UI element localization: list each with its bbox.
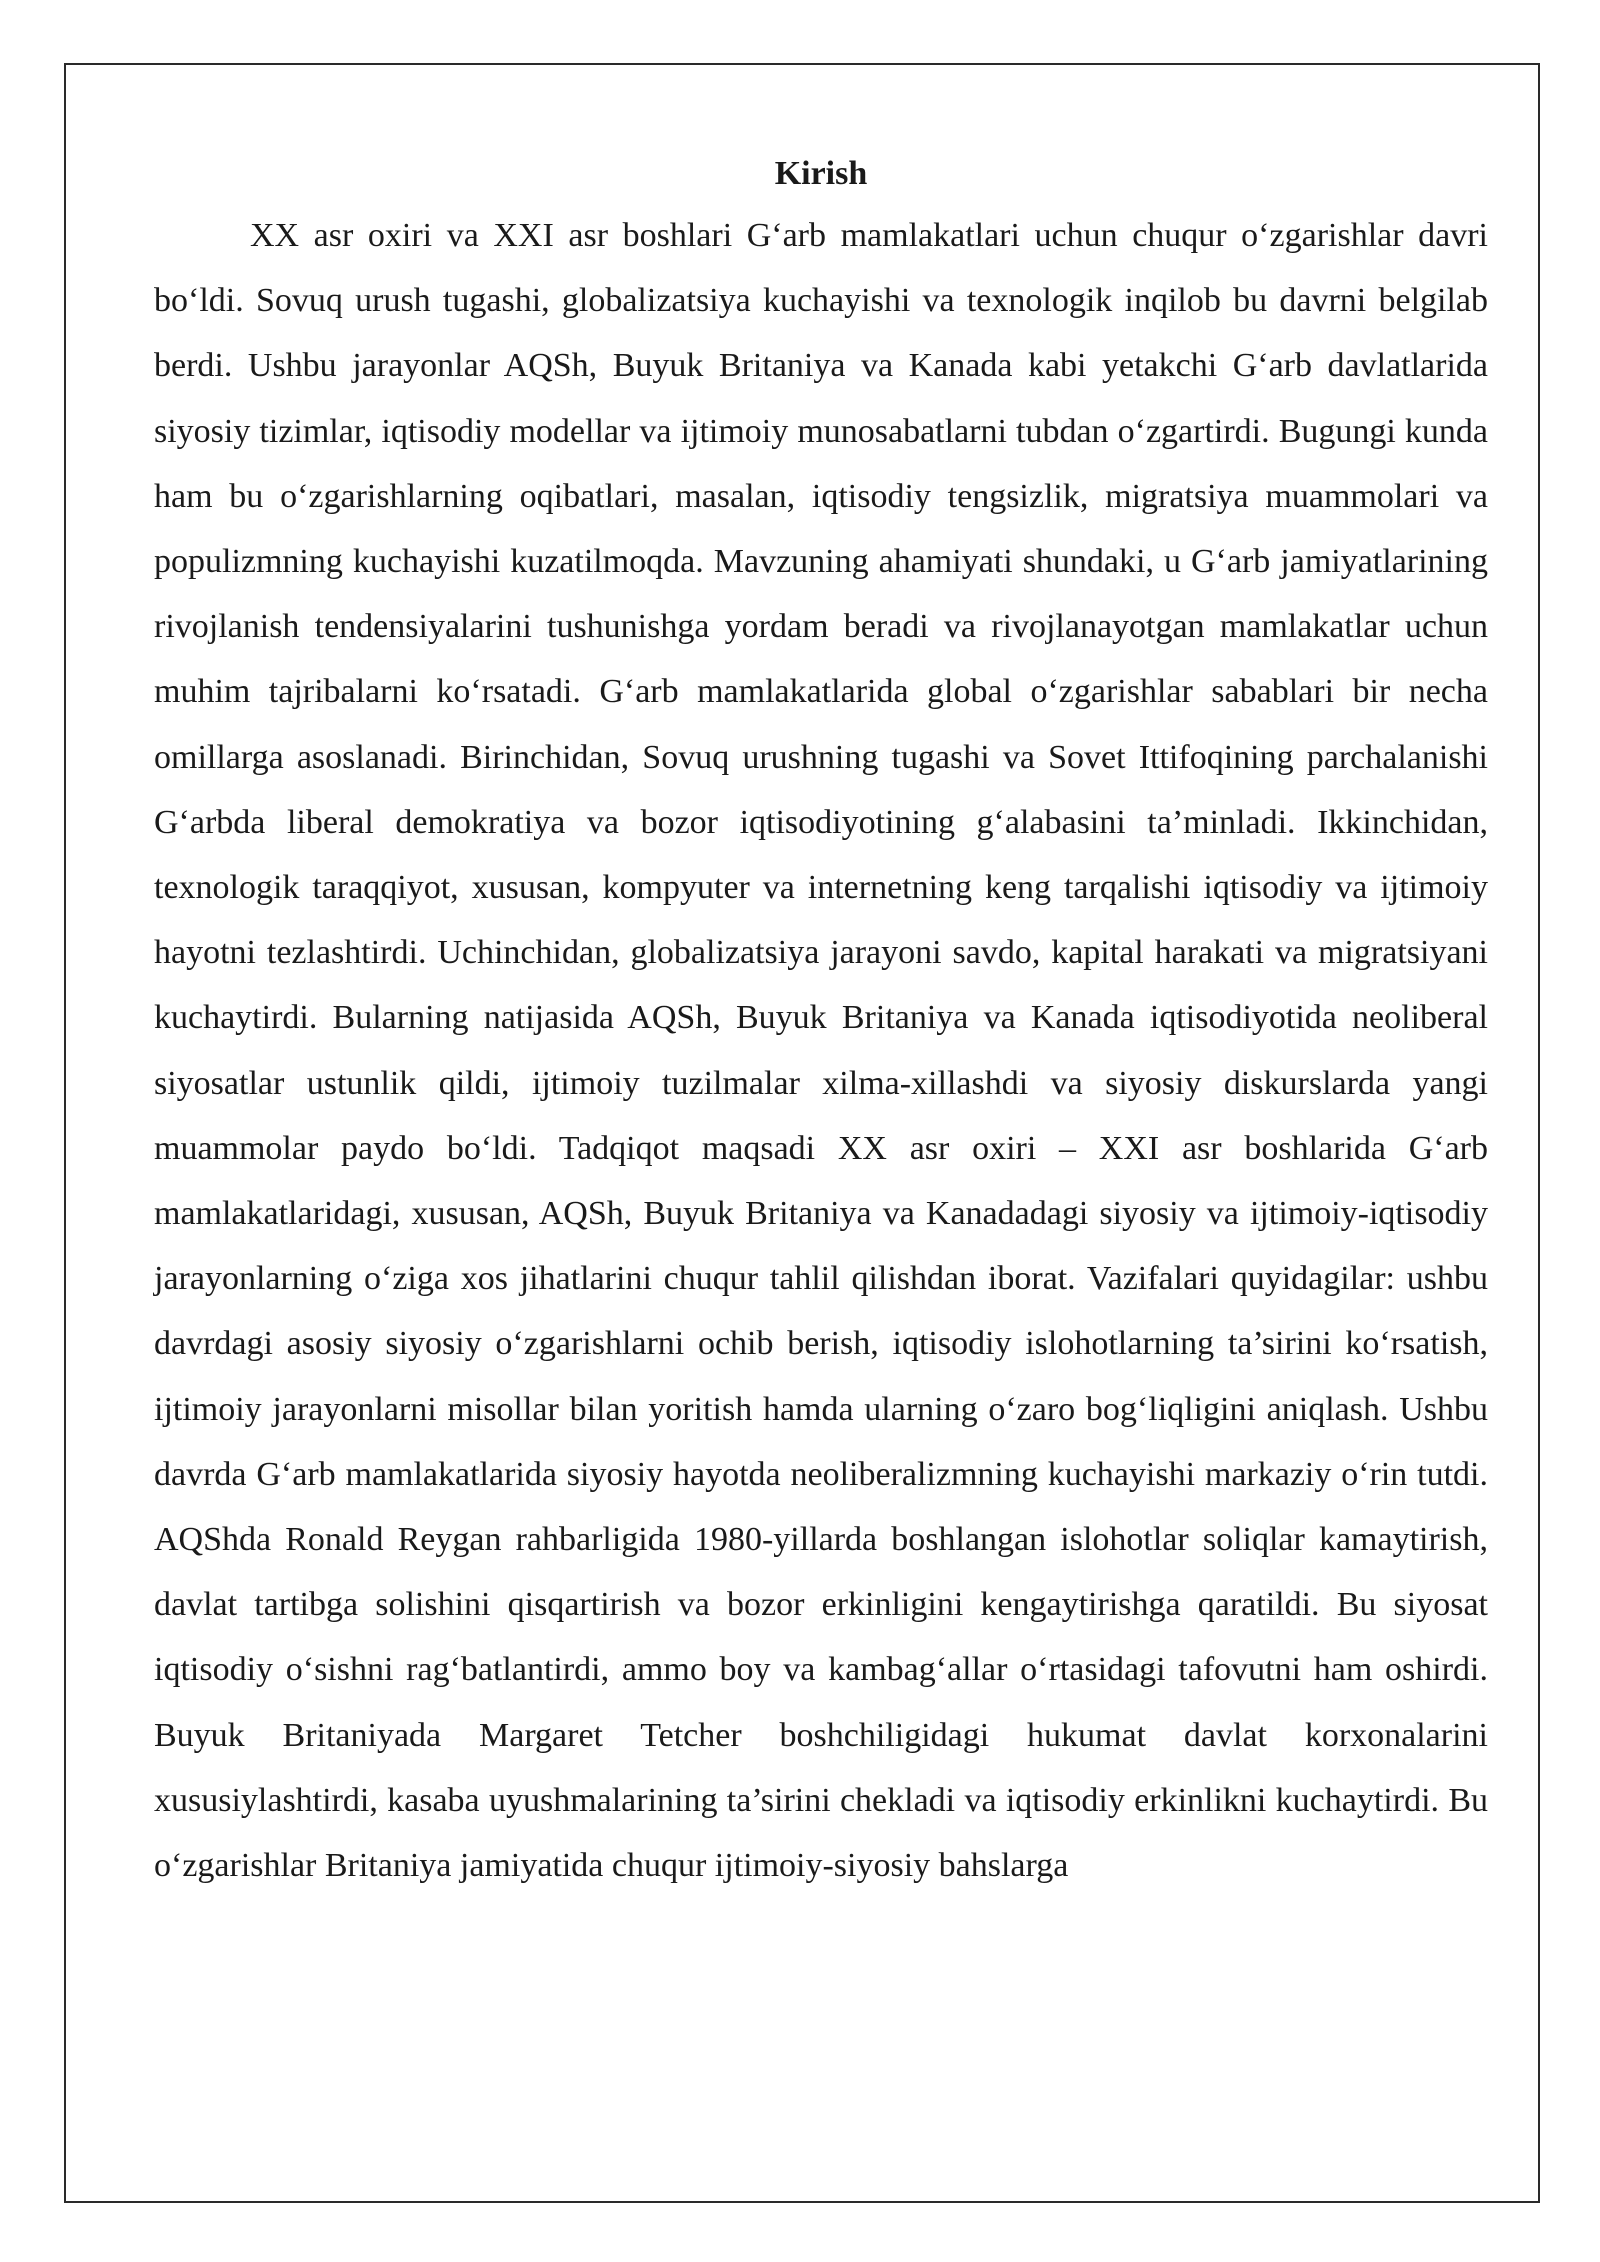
body-paragraph: XX asr oxiri va XXI asr boshlari G‘arb mamlakatlari uchun chuqur o‘zgarishlar davri bo‘ldi. Sovuq urush tugashi, globalizatsiya kuchayishi va texnologik inqilob bu davrni belgilab berdi. Ushbu jarayonlar AQSh, Buyuk Britaniya va Kanada kabi yetakchi G‘arb davlatlarida siyosiy tizimlar, iqtisodiy modellar va ijtimoiy munosabatlarni tubdan o‘zgartirdi. Bugungi kunda ham bu o‘zgarishlarning oqibatlari, masalan, iqtisodiy tengsizlik, migratsiya muammolari va populizmning kuchayishi kuzatilmoqda. Mavzuning ahamiyati shundaki, u G‘arb jamiyatlarining rivojlanish tendensiyalarini tushunishga yordam beradi va rivojlanayotgan mamlakatlar uchun muhim tajribalarni ko‘rsatadi. G‘arb mamlakatlarida global o‘zgarishlar sabablari bir necha omillarga asoslanadi. Birinchidan, Sovuq urushning tugashi va Sovet Ittifoqining parchalanishi G‘arbda liberal demokratiya va bozor iqtisodiyotining g‘alabasini ta’minladi. Ikkinchidan, texnologik taraqqiyot, xususan, kompyuter va internetning keng tarqalishi iqtisodiy va ijtimoiy hayotni tezlashtirdi. Uchinchidan, globalizatsiya jarayoni savdo, kapital harakati va migratsiyani kuchaytirdi. Bularning natijasida AQSh, Buyuk Britaniya va Kanada iqtisodiyotida neoliberal siyosatlar ustunlik qildi, ijtimoiy tuzilmalar xilma-xillashdi va siyosiy diskurslarda yangi muammolar paydo bo‘ldi. Tadqiqot maqsadi XX asr oxiri – XXI asr boshlarida G‘arb mamlakatlaridagi, xususan, AQSh, Buyuk Britaniya va Kanadadagi siyosiy va ijtimoiy-iqtisodiy jarayonlarning o‘ziga xos jihatlarini chuqur tahlil qilishdan iborat. Vazifalari quyidagilar: ushbu davrdagi asosiy siyosiy o‘zgarishlarni ochib berish, iqtisodiy islohotlarning ta’sirini ko‘rsatish, ijtimoiy jarayonlarni misollar bilan yoritish hamda ularning o‘zaro bog‘liqligini aniqlash. Ushbu davrda G‘arb mamlakatlarida siyosiy hayotda neoliberalizmning kuchayishi markaziy o‘rin tutdi. AQShda Ronald Reygan rahbarligida 1980-yillarda boshlangan islohotlar soliqlar kamaytirish, davlat tartibga solishini qisqartirish va bozor erkinligini kengaytirishga qaratildi. Bu siyosat iqtisodiy o‘sishni rag‘batlantirdi, ammo boy va kambag‘allar o‘rtasidagi tafovutni ham oshirdi. Buyuk Britaniyada Margaret Tetcher boshchiligidagi hukumat davlat korxonalarini xususiylashtirdi, kasaba uyushmalarining ta’sirini chekladi va iqtisodiy erkinlikni kuchaytirdi. Bu o‘zgarishlar Britaniya jamiyatida chuqur ijtimoiy-siyosiy bahslarga xyxy=(154,217,1488,1885)
document-title: Kirish xyxy=(774,155,868,192)
document-body xyxy=(154,145,1488,1898)
